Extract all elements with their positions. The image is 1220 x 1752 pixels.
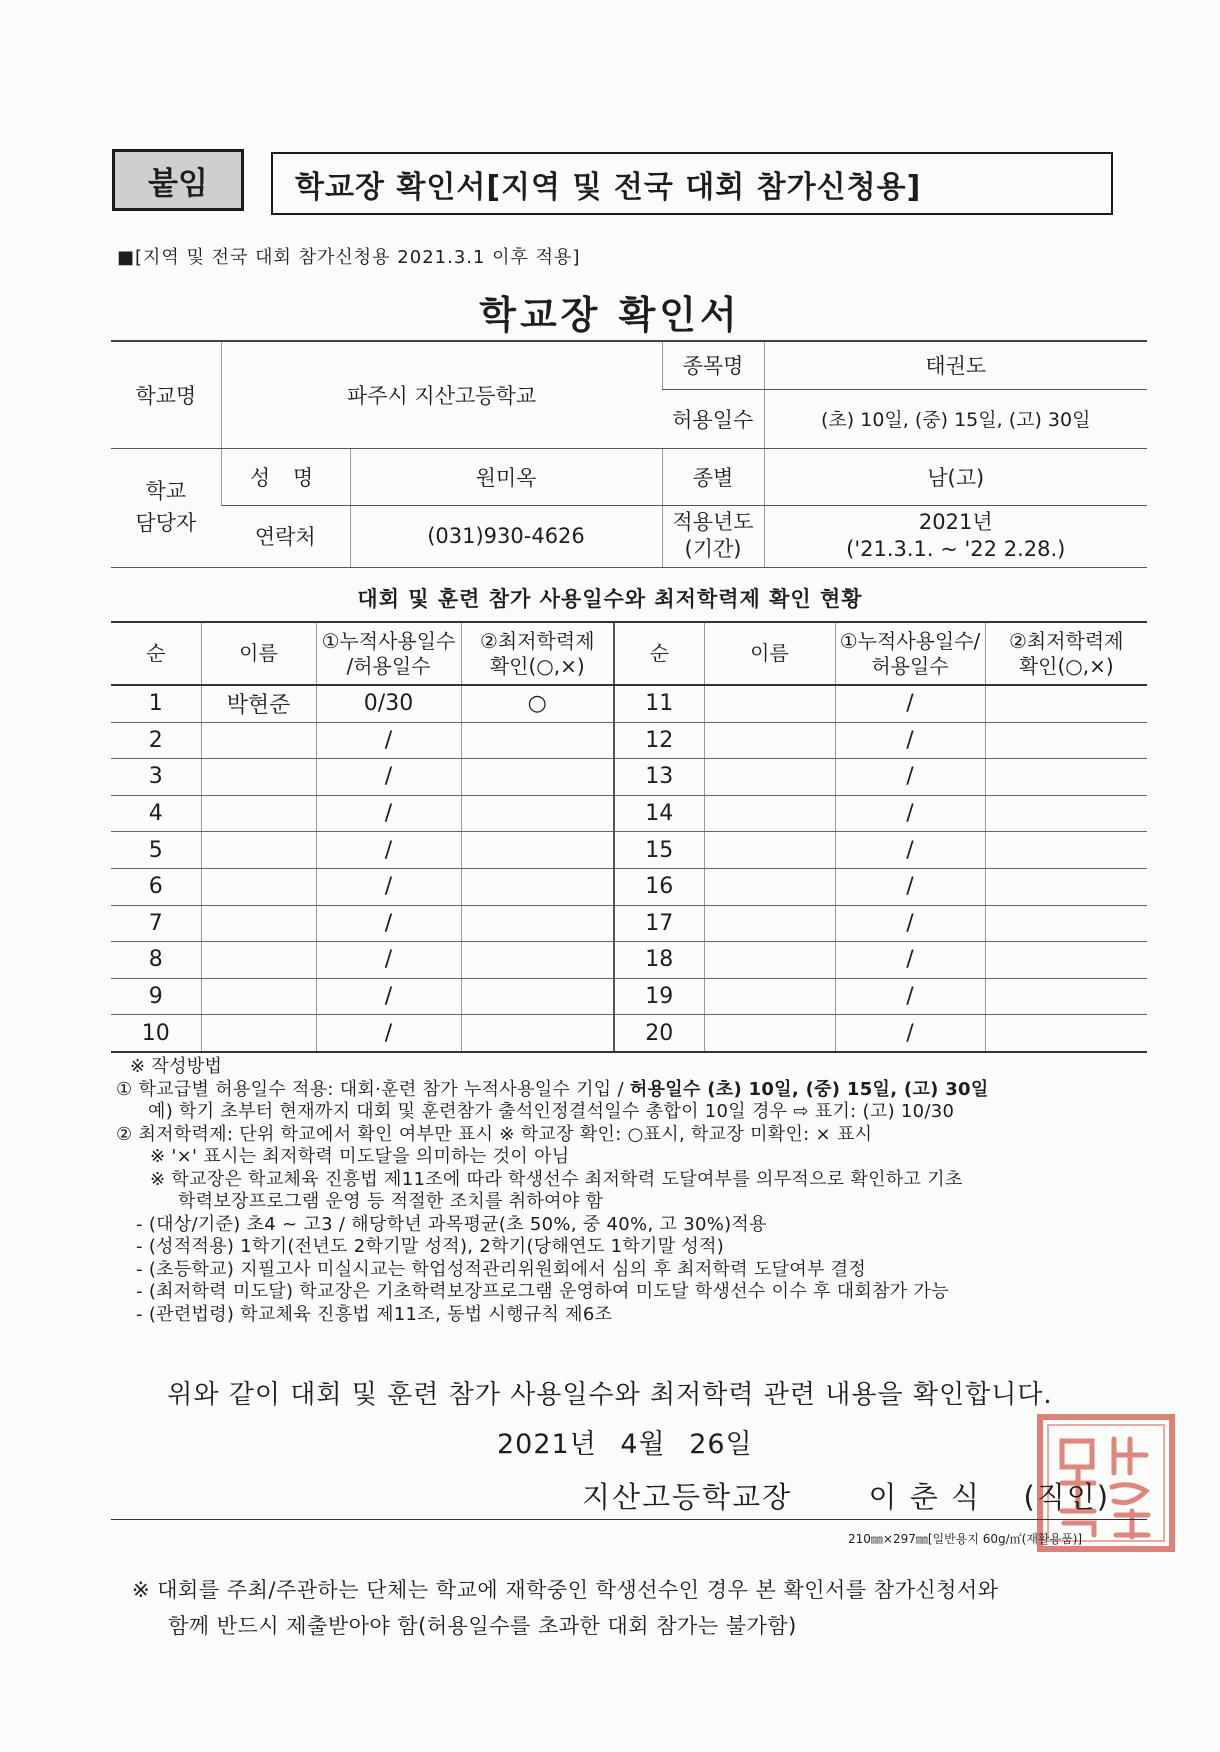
row-name xyxy=(201,1015,316,1052)
row-check xyxy=(461,905,614,942)
row-days: / xyxy=(316,1015,461,1052)
row-check xyxy=(461,942,614,979)
row-no-right: 17 xyxy=(614,905,704,942)
row-days-right: / xyxy=(835,1015,985,1052)
table-row xyxy=(111,832,1147,869)
row-no: 4 xyxy=(111,795,201,832)
table-row xyxy=(111,685,1147,722)
row-days-right: / xyxy=(835,685,985,722)
row-name-right xyxy=(704,722,835,759)
table-header-row xyxy=(111,622,1147,685)
header-days-right-line2: 허용일수 xyxy=(871,653,949,678)
header-check-line2: 확인(○,×) xyxy=(489,653,585,678)
row-no: 6 xyxy=(111,868,201,905)
category-label: 종별 xyxy=(662,448,764,505)
header-days-right-line1: ①누적사용일수/ xyxy=(839,628,981,653)
row-name xyxy=(201,759,316,796)
document-title: 학교장 확인서 xyxy=(479,293,741,337)
contact-value: (031)930-4626 xyxy=(350,505,662,567)
method-line-7: - (대상/기준) 초4 ~ 고3 / 해당학년 과목평균(초 50%, 중 40%, 고 30%)적용 xyxy=(136,1213,767,1235)
attachment-tag xyxy=(112,149,244,211)
row-days: / xyxy=(316,722,461,759)
form-title-box xyxy=(271,152,1113,215)
row-no: 10 xyxy=(111,1015,201,1052)
method-line-5: ※ 학교장은 학교체육 진흥법 제11조에 따라 학생선수 최저학력 도달여부를 의무적으로 확인하고 기초 xyxy=(150,1168,963,1190)
method-line-3: ② 최저학력제: 단위 학교에서 확인 여부만 표시 ※ 학교장 확인: ○표시, 학교장 미확인: × 표시 xyxy=(116,1123,873,1145)
year-label-line1: 적용년도 xyxy=(672,509,754,534)
manager-label xyxy=(111,448,221,567)
year-value xyxy=(764,505,1147,567)
row-no-right: 19 xyxy=(614,978,704,1015)
row-days: / xyxy=(316,978,461,1015)
table-row xyxy=(111,722,1147,759)
allowed-days-label: 허용일수 xyxy=(662,389,764,448)
row-days: / xyxy=(316,905,461,942)
contact-label: 연락처 xyxy=(221,505,350,567)
issue-date: 2021년 4월 26일 xyxy=(497,1429,753,1460)
row-days: / xyxy=(316,942,461,979)
row-days: 0/30 xyxy=(316,685,461,722)
method-line-1b: 허용일수 (초) 10일, (중) 15일, (고) 30일 xyxy=(629,1078,989,1100)
row-name xyxy=(201,942,316,979)
row-check: ○ xyxy=(461,685,614,722)
row-check-right xyxy=(985,685,1147,722)
header-check-line1: ②최저학력제 xyxy=(479,628,595,653)
table-row xyxy=(111,942,1147,979)
method-line-11: - (관련법령) 학교체육 진흥법 제11조, 동법 시행규칙 제6조 xyxy=(136,1303,613,1325)
row-check-right xyxy=(985,795,1147,832)
header-name: 이름 xyxy=(201,622,316,685)
header-days-line1: ①누적사용일수 xyxy=(321,628,456,653)
info-table xyxy=(111,340,1147,568)
category-value: 남(고) xyxy=(764,448,1147,505)
row-no-right: 13 xyxy=(614,759,704,796)
header-check xyxy=(461,622,614,685)
row-check-right xyxy=(985,942,1147,979)
row-check xyxy=(461,795,614,832)
signer-line xyxy=(582,1475,1110,1516)
row-check-right xyxy=(985,905,1147,942)
row-days-right: / xyxy=(835,978,985,1015)
row-name xyxy=(201,868,316,905)
row-no-right: 20 xyxy=(614,1015,704,1052)
row-days-right: / xyxy=(835,832,985,869)
table-row xyxy=(111,759,1147,796)
sport-value: 태권도 xyxy=(764,341,1147,389)
row-no: 1 xyxy=(111,685,201,722)
manager-label-line2: 담당자 xyxy=(135,510,197,535)
year-value-line1: 2021년 xyxy=(918,509,993,534)
row-name xyxy=(201,978,316,1015)
footer-line-1: ※ 대회를 주최/주관하는 단체는 학교에 재학중인 학생선수인 경우 본 확인서를 참가신청서와 xyxy=(132,1578,999,1602)
row-check xyxy=(461,1015,614,1052)
header-check-right-line2: 확인(○,×) xyxy=(1018,653,1114,678)
row-check xyxy=(461,978,614,1015)
row-days-right: / xyxy=(835,905,985,942)
principal-name: 이 춘 식 xyxy=(868,1480,982,1514)
row-name xyxy=(201,905,316,942)
row-name-right xyxy=(704,795,835,832)
method-line-8: - (성적적용) 1학기(전년도 2학기말 성적), 2학기(당해연도 1학기말 성적) xyxy=(136,1236,725,1257)
method-line-6: 학력보장프로그램 운영 등 적절한 조치를 취하여야 함 xyxy=(178,1191,604,1212)
method-line-1 xyxy=(116,1079,1140,1102)
row-name-right xyxy=(704,942,835,979)
header-name-right: 이름 xyxy=(704,622,835,685)
manager-name: 원미옥 xyxy=(350,448,662,505)
row-check-right xyxy=(985,978,1147,1015)
manager-label-line1: 학교 xyxy=(145,479,187,503)
method-line-9: - (초등학교) 지필고사 미실시교는 학업성적관리위원회에서 심의 후 최저학력 도달여부 결정 xyxy=(136,1258,867,1280)
table-row xyxy=(111,868,1147,905)
table-row xyxy=(111,795,1147,832)
row-name-right xyxy=(704,685,835,722)
header-check-right xyxy=(985,622,1147,685)
row-check xyxy=(461,832,614,869)
row-no-right: 14 xyxy=(614,795,704,832)
row-check-right xyxy=(985,759,1147,796)
row-days-right: / xyxy=(835,795,985,832)
row-name-right xyxy=(704,978,835,1015)
row-no: 9 xyxy=(111,978,201,1015)
table-row xyxy=(111,1015,1147,1052)
name-label: 성 명 xyxy=(221,448,350,505)
header-no-right: 순 xyxy=(614,622,704,685)
method-line-4: ※ '×' 표시는 최저학력 미도달을 의미하는 것이 아님 xyxy=(150,1146,570,1167)
row-name-right xyxy=(704,905,835,942)
year-value-line2: ('21.3.1. ~ '22 2.28.) xyxy=(846,537,1066,561)
header-days-line2: /허용일수 xyxy=(346,653,431,678)
row-name xyxy=(201,832,316,869)
method-heading: ※ 작성방법 xyxy=(130,1056,223,1077)
allowed-days-value: (초) 10일, (중) 15일, (고) 30일 xyxy=(764,389,1147,448)
row-days-right: / xyxy=(835,868,985,905)
row-days: / xyxy=(316,759,461,796)
year-label xyxy=(662,505,764,567)
row-no-right: 11 xyxy=(614,685,704,722)
method-line-10: - (최저학력 미도달) 학교장은 기초학력보장프로그램 운영하여 미도달 학생선수 이수 후 대회참가 가능 xyxy=(136,1281,949,1302)
application-note: ■[지역 및 전국 대회 참가신청용 2021.3.1 이후 적용] xyxy=(117,247,581,268)
row-no-right: 15 xyxy=(614,832,704,869)
row-no-right: 16 xyxy=(614,868,704,905)
header-days-right xyxy=(835,622,985,685)
divider xyxy=(111,1519,1147,1520)
method-line-1a: ① 학교급별 허용일수 적용: 대회·훈련 참가 누적사용일수 기입 / xyxy=(116,1078,630,1100)
row-check xyxy=(461,868,614,905)
row-name-right xyxy=(704,1015,835,1052)
header-no: 순 xyxy=(111,622,201,685)
row-name xyxy=(201,795,316,832)
sport-label: 종목명 xyxy=(662,341,764,389)
footer-notice xyxy=(132,1572,999,1644)
seal-mark: (직인) xyxy=(1023,1480,1111,1514)
method-line-2: 예) 학기 초부터 현재까지 대회 및 훈련참가 출석인정결석일수 총합이 10일 경우 ⇨ 표기: (고) 10/30 xyxy=(148,1101,955,1122)
row-days: / xyxy=(316,795,461,832)
row-check xyxy=(461,722,614,759)
header-check-right-line1: ②최저학력제 xyxy=(1008,628,1124,653)
table-row xyxy=(111,978,1147,1015)
writing-method xyxy=(116,1056,1140,1326)
row-check-right xyxy=(985,832,1147,869)
row-no: 8 xyxy=(111,942,201,979)
participant-table xyxy=(111,621,1147,1053)
row-days: / xyxy=(316,868,461,905)
row-check xyxy=(461,759,614,796)
school-name: 파주시 지산고등학교 xyxy=(221,341,662,448)
row-check-right xyxy=(985,868,1147,905)
row-name xyxy=(201,722,316,759)
row-no: 2 xyxy=(111,722,201,759)
row-name-right xyxy=(704,759,835,796)
row-days-right: / xyxy=(835,722,985,759)
signer-title: 지산고등학교장 xyxy=(582,1480,793,1514)
school-name-label: 학교명 xyxy=(111,341,221,448)
row-days: / xyxy=(316,832,461,869)
row-no: 3 xyxy=(111,759,201,796)
year-label-line2: (기간) xyxy=(684,537,742,561)
row-name-right xyxy=(704,832,835,869)
row-name: 박현준 xyxy=(201,685,316,722)
row-no: 5 xyxy=(111,832,201,869)
row-check-right xyxy=(985,1015,1147,1052)
footer-line-2: 함께 반드시 제출받아야 함(허용일수를 초과한 대회 참가는 불가함) xyxy=(168,1614,797,1638)
row-name-right xyxy=(704,868,835,905)
row-check-right xyxy=(985,722,1147,759)
form-title: 학교장 확인서[지역 및 전국 대회 참가신청용] xyxy=(295,169,922,205)
row-no-right: 12 xyxy=(614,722,704,759)
section-title: 대회 및 훈련 참가 사용일수와 최저학력제 확인 현황 xyxy=(357,587,863,611)
table-row xyxy=(111,905,1147,942)
confirmation-text: 위와 같이 대회 및 훈련 참가 사용일수와 최저학력 관련 내용을 확인합니다. xyxy=(167,1380,1053,1410)
row-days-right: / xyxy=(835,942,985,979)
attachment-label: 붙임 xyxy=(148,165,208,202)
header-days xyxy=(316,622,461,685)
row-days-right: / xyxy=(835,759,985,796)
row-no-right: 18 xyxy=(614,942,704,979)
paper-size: 210㎜×297㎜[일반용지 60g/㎡(재활용품)] xyxy=(848,1532,1083,1546)
row-no: 7 xyxy=(111,905,201,942)
